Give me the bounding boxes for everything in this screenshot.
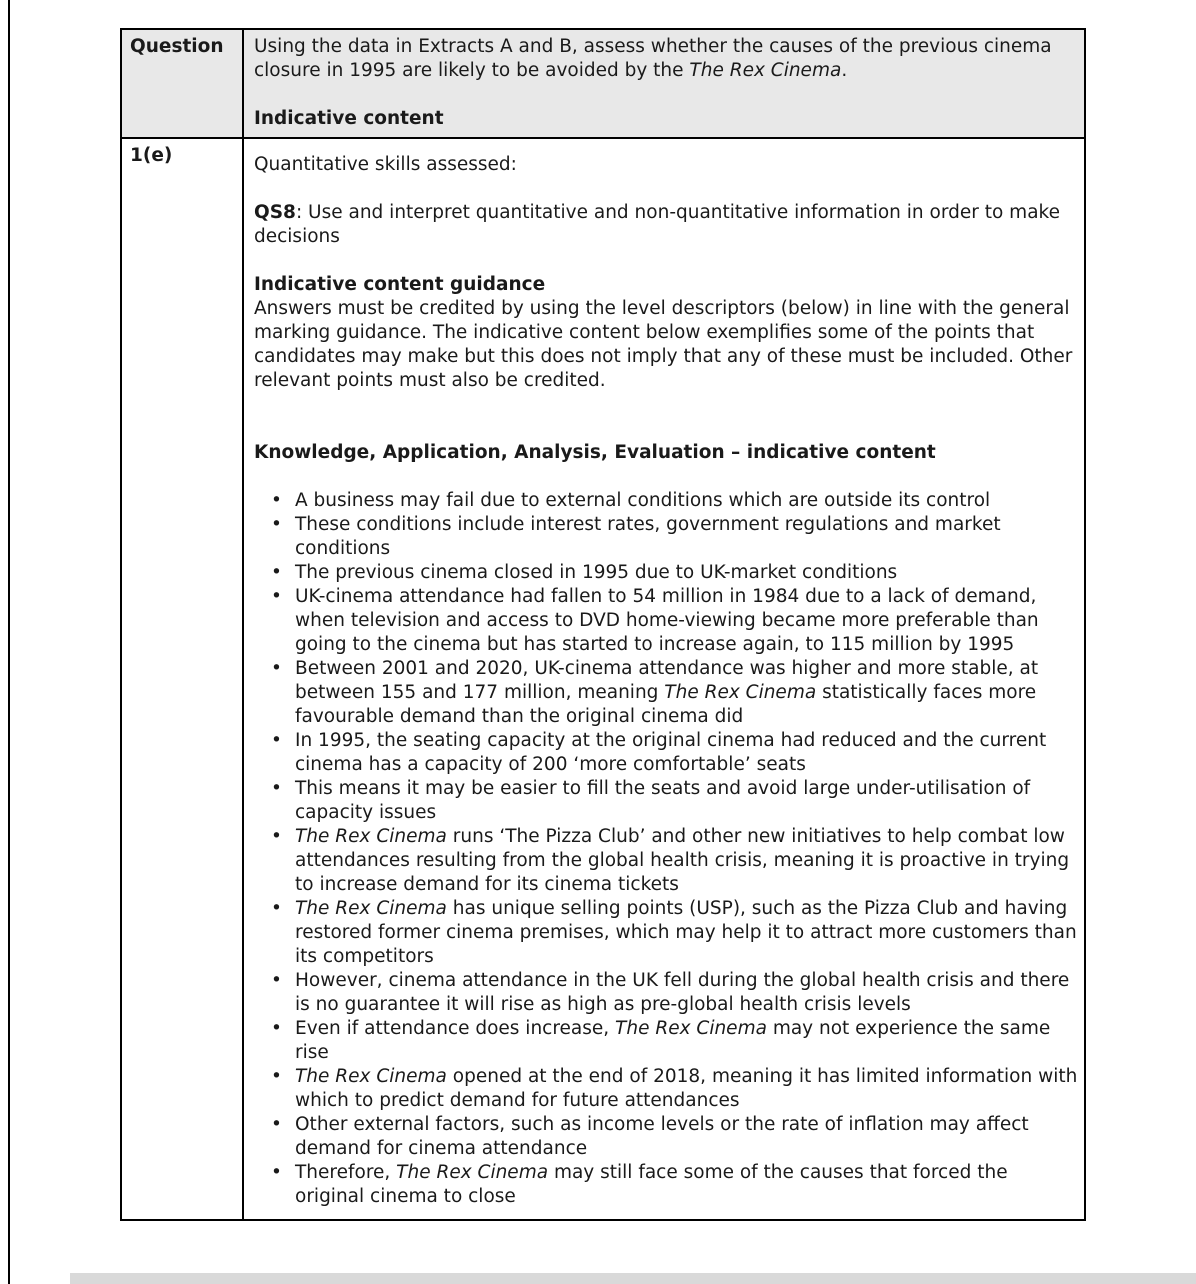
indicative-content-label: Indicative content <box>254 108 444 129</box>
bullet-item: • This means it may be easier to fill the seats and avoid large under-utilisation of capacity issues <box>268 777 1080 825</box>
mark-scheme-table <box>120 28 1086 1221</box>
question-header-row <box>121 29 1085 138</box>
question-number: 1(e) <box>130 145 173 166</box>
question-text-cell <box>243 29 1085 138</box>
question-text: Using the data in Extracts A and B, assess whether the causes of the previous cinema closure in 1995 are likely to be avoided by the The Rex Cinema. <box>254 36 1052 81</box>
bullet-item: • Between 2001 and 2020, UK-cinema attendance was higher and more stable, at between 155 and 177 million, meaning The Rex Cinema statistically faces more favourable demand than the original cinema did <box>268 657 1080 729</box>
bullet-item: • UK-cinema attendance had fallen to 54 million in 1984 due to a lack of demand, when television and access to DVD home-viewing became more preferable than going to the cinema but has started to increase again, to 115 million by 1995 <box>268 585 1080 657</box>
bullet-item: • Therefore, The Rex Cinema may still face some of the causes that forced the original cinema to close <box>268 1161 1080 1209</box>
question-number-cell <box>121 138 243 1220</box>
bullet-item: • The Rex Cinema has unique selling points (USP), such as the Pizza Club and having restored former cinema premises, which may help it to attract more customers than its competitors <box>268 897 1080 969</box>
bullet-item: • In 1995, the seating capacity at the original cinema had reduced and the current cinema has a capacity of 200 ‘more comfortable’ seats <box>268 729 1080 777</box>
guidance-text: Answers must be credited by using the level descriptors (below) in line with the general marking guidance. The indicative content below exemplifies some of the points that candidates may make but this does not imply that any of these must be included. Other relevant points must also be credited. <box>254 298 1073 391</box>
indicative-content-cell <box>243 138 1085 1220</box>
bullet-item: • A business may fail due to external conditions which are outside its control <box>268 489 1080 513</box>
bullet-item: • The Rex Cinema opened at the end of 2018, meaning it has limited information with which to predict demand for future attendances <box>268 1065 1080 1113</box>
qs-assessed-line: Quantitative skills assessed: <box>254 154 517 175</box>
kaae-heading: Knowledge, Application, Analysis, Evaluation – indicative content <box>254 442 936 463</box>
bullet-item: • These conditions include interest rates, government regulations and market conditions <box>268 513 1080 561</box>
bullet-item: • Even if attendance does increase, The Rex Cinema may not experience the same rise <box>268 1017 1080 1065</box>
page-bottom-strip <box>70 1273 1196 1284</box>
question-label: Question <box>130 36 224 57</box>
bullet-item: • However, cinema attendance in the UK fell during the global health crisis and there is no guarantee it will rise as high as pre-global health crisis levels <box>268 969 1080 1017</box>
qs8-line: QS8: Use and interpret quantitative and non-quantitative information in order to make decisions <box>254 202 1060 247</box>
answer-row <box>121 138 1085 1220</box>
page-left-border <box>8 0 10 1284</box>
bullet-item: • The Rex Cinema runs ‘The Pizza Club’ and other new initiatives to help combat low attendances resulting from the global health crisis, meaning it is proactive in trying to increase demand for its cinema tickets <box>268 825 1080 897</box>
guidance-heading: Indicative content guidance <box>254 274 546 295</box>
bullet-item: • The previous cinema closed in 1995 due to UK-market conditions <box>268 561 1080 585</box>
bullet-item: • Other external factors, such as income levels or the rate of inflation may affect demand for cinema attendance <box>268 1113 1080 1161</box>
question-label-cell <box>121 29 243 138</box>
bullet-list <box>254 489 1080 1209</box>
